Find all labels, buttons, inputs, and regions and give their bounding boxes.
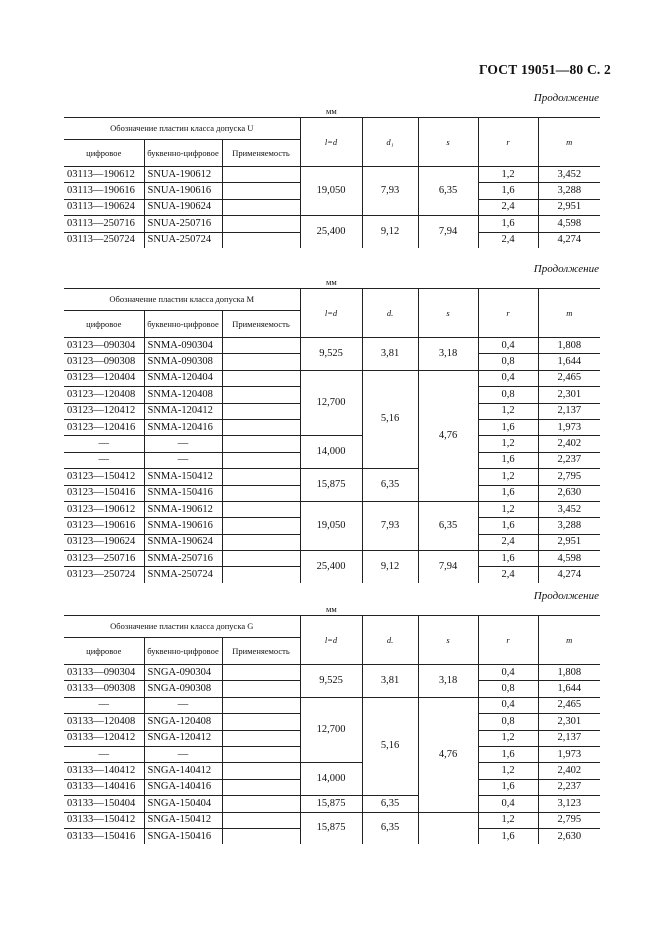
- cell-use: [222, 501, 300, 517]
- cell-r: 0,4: [478, 697, 538, 713]
- cell-code: —: [98, 438, 109, 450]
- cell-alpha: SNGA-150404: [144, 796, 222, 812]
- cell-l: 25,400: [300, 551, 362, 583]
- cell-r: 1,6: [478, 183, 538, 199]
- cell-alpha: SNMA-250716: [144, 551, 222, 567]
- cell-alpha: SNMA-120408: [144, 387, 222, 403]
- cell-use: [222, 730, 300, 746]
- cell-s: 4,76: [418, 370, 478, 501]
- cell-use: [222, 485, 300, 501]
- cell-r: 1,6: [478, 779, 538, 795]
- cell-code: 03123—120416: [67, 421, 136, 433]
- cell-alpha: SNGA-120412: [144, 730, 222, 746]
- cell-code: 03123—090308: [67, 356, 136, 368]
- cell-code: —: [98, 699, 109, 711]
- cell-code: 03123—250724: [67, 569, 136, 581]
- col-header-alpha: буквенно-цифровое: [144, 140, 222, 167]
- cell-alpha: SNGA-150416: [144, 828, 222, 844]
- col-header-l: l=d: [300, 616, 362, 665]
- cell-code: 03133—120408: [67, 715, 136, 727]
- cell-m: 4,274: [538, 232, 600, 248]
- col-header-use: Применяемость: [222, 638, 300, 665]
- cell-m: 2,630: [538, 485, 600, 501]
- col-header-use: Применяемость: [222, 140, 300, 167]
- table-tolerance-u: [64, 117, 600, 248]
- cell-d: 6,35: [362, 812, 418, 844]
- cell-r: 1,2: [478, 436, 538, 452]
- cell-s: [418, 812, 478, 844]
- cell-alpha: SNUA-190616: [144, 183, 222, 199]
- cell-d: 7,93: [362, 501, 418, 550]
- cell-m: 1,808: [538, 665, 600, 681]
- cell-d: 3,81: [362, 338, 418, 371]
- cell-alpha: SNGA-140416: [144, 779, 222, 795]
- cell-use: [222, 534, 300, 550]
- cell-r: 1,2: [478, 730, 538, 746]
- cell-r: 0,4: [478, 796, 538, 812]
- cell-use: [222, 714, 300, 730]
- cell-s: 7,94: [418, 551, 478, 583]
- cell-code: 03133—120412: [67, 732, 136, 744]
- cell-use: [222, 779, 300, 795]
- col-header-s: s: [418, 616, 478, 665]
- cell-alpha: SNUA-190612: [144, 167, 222, 183]
- cell-code: —: [98, 748, 109, 760]
- cell-r: 1,2: [478, 501, 538, 517]
- cell-m: 2,402: [538, 436, 600, 452]
- cell-code: 03113—250716: [67, 217, 135, 229]
- continuation-label: Продолжение: [533, 263, 599, 275]
- col-header-digital: цифровое: [64, 638, 144, 665]
- cell-m: 1,973: [538, 419, 600, 435]
- col-header-digital: цифровое: [64, 311, 144, 338]
- cell-m: 4,274: [538, 567, 600, 583]
- unit-label: мм: [326, 604, 337, 614]
- cell-alpha: SNMA-250724: [144, 567, 222, 583]
- cell-m: 2,237: [538, 779, 600, 795]
- cell-use: [222, 232, 300, 248]
- cell-r: 1,2: [478, 167, 538, 183]
- cell-code: 03123—120404: [67, 372, 136, 384]
- cell-d: 6,35: [362, 469, 418, 502]
- cell-l: 15,875: [300, 469, 362, 502]
- cell-m: 2,137: [538, 403, 600, 419]
- cell-l: 14,000: [300, 436, 362, 469]
- cell-alpha: SNMA-120412: [144, 403, 222, 419]
- cell-alpha: SNMA-120404: [144, 370, 222, 386]
- cell-r: 2,4: [478, 232, 538, 248]
- cell-code: 03123—190612: [67, 503, 136, 515]
- cell-r: 0,4: [478, 370, 538, 386]
- cell-s: 6,35: [418, 167, 478, 216]
- cell-m: 2,630: [538, 828, 600, 844]
- col-header-r: r: [478, 289, 538, 338]
- cell-use: [222, 370, 300, 386]
- cell-r: 0,4: [478, 338, 538, 354]
- cell-code: 03133—150416: [67, 830, 136, 842]
- cell-alpha: SNUA-190624: [144, 199, 222, 215]
- cell-alpha: SNMA-150416: [144, 485, 222, 501]
- cell-r: 0,8: [478, 354, 538, 370]
- cell-use: [222, 354, 300, 370]
- cell-code: 03113—250724: [67, 234, 135, 246]
- cell-r: 1,6: [478, 551, 538, 567]
- cell-code: 03123—190624: [67, 536, 136, 548]
- cell-l: 12,700: [300, 370, 362, 436]
- cell-use: [222, 763, 300, 779]
- cell-code: 03133—090304: [67, 666, 136, 678]
- col-header-alpha: буквенно-цифровое: [144, 311, 222, 338]
- cell-alpha: SNMA-190624: [144, 534, 222, 550]
- cell-alpha: —: [144, 436, 222, 452]
- cell-l: 12,700: [300, 697, 362, 763]
- cell-code: 03113—190616: [67, 185, 135, 197]
- cell-m: 1,644: [538, 681, 600, 697]
- cell-l: 25,400: [300, 216, 362, 248]
- cell-m: 3,288: [538, 518, 600, 534]
- cell-m: 2,951: [538, 199, 600, 215]
- cell-m: 2,465: [538, 697, 600, 713]
- cell-code: 03123—120408: [67, 388, 136, 400]
- cell-use: [222, 518, 300, 534]
- table-title: Обозначение пластин класса допуска U: [110, 123, 254, 133]
- cell-code: 03133—140416: [67, 781, 136, 793]
- cell-use: [222, 403, 300, 419]
- cell-d: 9,12: [362, 216, 418, 248]
- table-tolerance-g: [64, 615, 600, 844]
- cell-r: 1,6: [478, 485, 538, 501]
- cell-d: 5,16: [362, 370, 418, 468]
- cell-l: 19,050: [300, 501, 362, 550]
- cell-alpha: SNGA-090304: [144, 665, 222, 681]
- cell-m: 1,973: [538, 746, 600, 762]
- cell-code: 03133—150412: [67, 814, 136, 826]
- cell-l: 15,875: [300, 812, 362, 844]
- continuation-label: Продолжение: [533, 590, 599, 602]
- cell-use: [222, 665, 300, 681]
- cell-r: 1,6: [478, 216, 538, 232]
- cell-code: 03113—190624: [67, 201, 135, 213]
- unit-label: мм: [326, 277, 337, 287]
- cell-alpha: —: [144, 746, 222, 762]
- cell-use: [222, 387, 300, 403]
- cell-m: 2,301: [538, 387, 600, 403]
- cell-l: 14,000: [300, 763, 362, 796]
- cell-d: 9,12: [362, 551, 418, 583]
- cell-m: 3,288: [538, 183, 600, 199]
- cell-m: 1,644: [538, 354, 600, 370]
- cell-m: 2,402: [538, 763, 600, 779]
- cell-use: [222, 746, 300, 762]
- continuation-label: Продолжение: [533, 92, 599, 104]
- cell-m: 2,795: [538, 812, 600, 828]
- cell-m: 3,123: [538, 796, 600, 812]
- cell-l: 15,875: [300, 796, 362, 812]
- cell-r: 0,8: [478, 714, 538, 730]
- cell-code: 03113—190612: [67, 168, 135, 180]
- cell-use: [222, 436, 300, 452]
- cell-code: 03133—140412: [67, 765, 136, 777]
- cell-r: 0,8: [478, 681, 538, 697]
- cell-r: 1,2: [478, 469, 538, 485]
- cell-code: 03123—120412: [67, 405, 136, 417]
- cell-alpha: SNGA-120408: [144, 714, 222, 730]
- col-header-r: r: [478, 616, 538, 665]
- cell-r: 1,2: [478, 812, 538, 828]
- cell-code: 03133—090308: [67, 683, 136, 695]
- cell-use: [222, 812, 300, 828]
- cell-m: 2,795: [538, 469, 600, 485]
- cell-code: —: [98, 454, 109, 466]
- cell-code: 03133—150404: [67, 797, 136, 809]
- cell-l: 9,525: [300, 338, 362, 371]
- cell-r: 2,4: [478, 567, 538, 583]
- col-header-d: d₁: [362, 118, 418, 167]
- col-header-s: s: [418, 289, 478, 338]
- cell-use: [222, 469, 300, 485]
- col-header-alpha: буквенно-цифровое: [144, 638, 222, 665]
- cell-alpha: SNMA-090308: [144, 354, 222, 370]
- cell-r: 0,4: [478, 665, 538, 681]
- cell-m: 1,808: [538, 338, 600, 354]
- page-header: ГОСТ 19051—80 С. 2: [478, 62, 611, 77]
- cell-s: 4,76: [418, 697, 478, 812]
- cell-l: 19,050: [300, 167, 362, 216]
- cell-use: [222, 697, 300, 713]
- cell-use: [222, 828, 300, 844]
- col-header-s: s: [418, 118, 478, 167]
- col-header-m: m: [538, 616, 600, 665]
- cell-alpha: SNUA-250724: [144, 232, 222, 248]
- col-header-m: m: [538, 118, 600, 167]
- cell-d: 5,16: [362, 697, 418, 795]
- cell-alpha: SNUA-250716: [144, 216, 222, 232]
- cell-alpha: SNMA-150412: [144, 469, 222, 485]
- col-header-d: d.: [362, 616, 418, 665]
- cell-r: 1,2: [478, 403, 538, 419]
- cell-m: 2,237: [538, 452, 600, 468]
- cell-r: 2,4: [478, 534, 538, 550]
- cell-use: [222, 216, 300, 232]
- cell-m: 4,598: [538, 216, 600, 232]
- unit-label: мм: [326, 106, 337, 116]
- cell-code: 03123—090304: [67, 339, 136, 351]
- col-header-use: Применяемость: [222, 311, 300, 338]
- cell-alpha: SNMA-190616: [144, 518, 222, 534]
- cell-code: 03123—150416: [67, 487, 136, 499]
- cell-use: [222, 567, 300, 583]
- cell-d: 6,35: [362, 796, 418, 812]
- cell-s: 3,18: [418, 665, 478, 698]
- cell-alpha: SNGA-140412: [144, 763, 222, 779]
- cell-alpha: —: [144, 452, 222, 468]
- cell-use: [222, 551, 300, 567]
- cell-use: [222, 183, 300, 199]
- cell-m: 2,465: [538, 370, 600, 386]
- cell-alpha: SNGA-150412: [144, 812, 222, 828]
- cell-r: 1,6: [478, 452, 538, 468]
- cell-m: 3,452: [538, 167, 600, 183]
- cell-alpha: SNGA-090308: [144, 681, 222, 697]
- cell-r: 0,8: [478, 387, 538, 403]
- cell-code: 03123—190616: [67, 519, 136, 531]
- table-title: Обозначение пластин класса допуска G: [110, 621, 254, 631]
- cell-s: 6,35: [418, 501, 478, 550]
- cell-alpha: SNMA-090304: [144, 338, 222, 354]
- cell-r: 2,4: [478, 199, 538, 215]
- cell-r: 1,6: [478, 746, 538, 762]
- cell-r: 1,6: [478, 828, 538, 844]
- cell-use: [222, 338, 300, 354]
- cell-use: [222, 452, 300, 468]
- table-title: Обозначение пластин класса допуска М: [109, 294, 255, 304]
- cell-m: 2,301: [538, 714, 600, 730]
- cell-d: 7,93: [362, 167, 418, 216]
- cell-use: [222, 199, 300, 215]
- col-header-d: d.: [362, 289, 418, 338]
- col-header-digital: цифровое: [64, 140, 144, 167]
- cell-r: 1,6: [478, 419, 538, 435]
- cell-m: 3,452: [538, 501, 600, 517]
- table-tolerance-m: [64, 288, 600, 583]
- cell-r: 1,6: [478, 518, 538, 534]
- col-header-l: l=d: [300, 289, 362, 338]
- cell-use: [222, 796, 300, 812]
- cell-alpha: —: [144, 697, 222, 713]
- cell-m: 4,598: [538, 551, 600, 567]
- cell-code: 03123—250716: [67, 552, 136, 564]
- cell-s: 3,18: [418, 338, 478, 371]
- cell-use: [222, 419, 300, 435]
- cell-r: 1,2: [478, 763, 538, 779]
- cell-alpha: SNMA-120416: [144, 419, 222, 435]
- cell-alpha: SNMA-190612: [144, 501, 222, 517]
- cell-code: 03123—150412: [67, 470, 136, 482]
- col-header-l: l=d: [300, 118, 362, 167]
- cell-l: 9,525: [300, 665, 362, 698]
- cell-use: [222, 167, 300, 183]
- col-header-m: m: [538, 289, 600, 338]
- col-header-r: r: [478, 118, 538, 167]
- cell-use: [222, 681, 300, 697]
- cell-s: 7,94: [418, 216, 478, 248]
- cell-m: 2,951: [538, 534, 600, 550]
- cell-d: 3,81: [362, 665, 418, 698]
- cell-m: 2,137: [538, 730, 600, 746]
